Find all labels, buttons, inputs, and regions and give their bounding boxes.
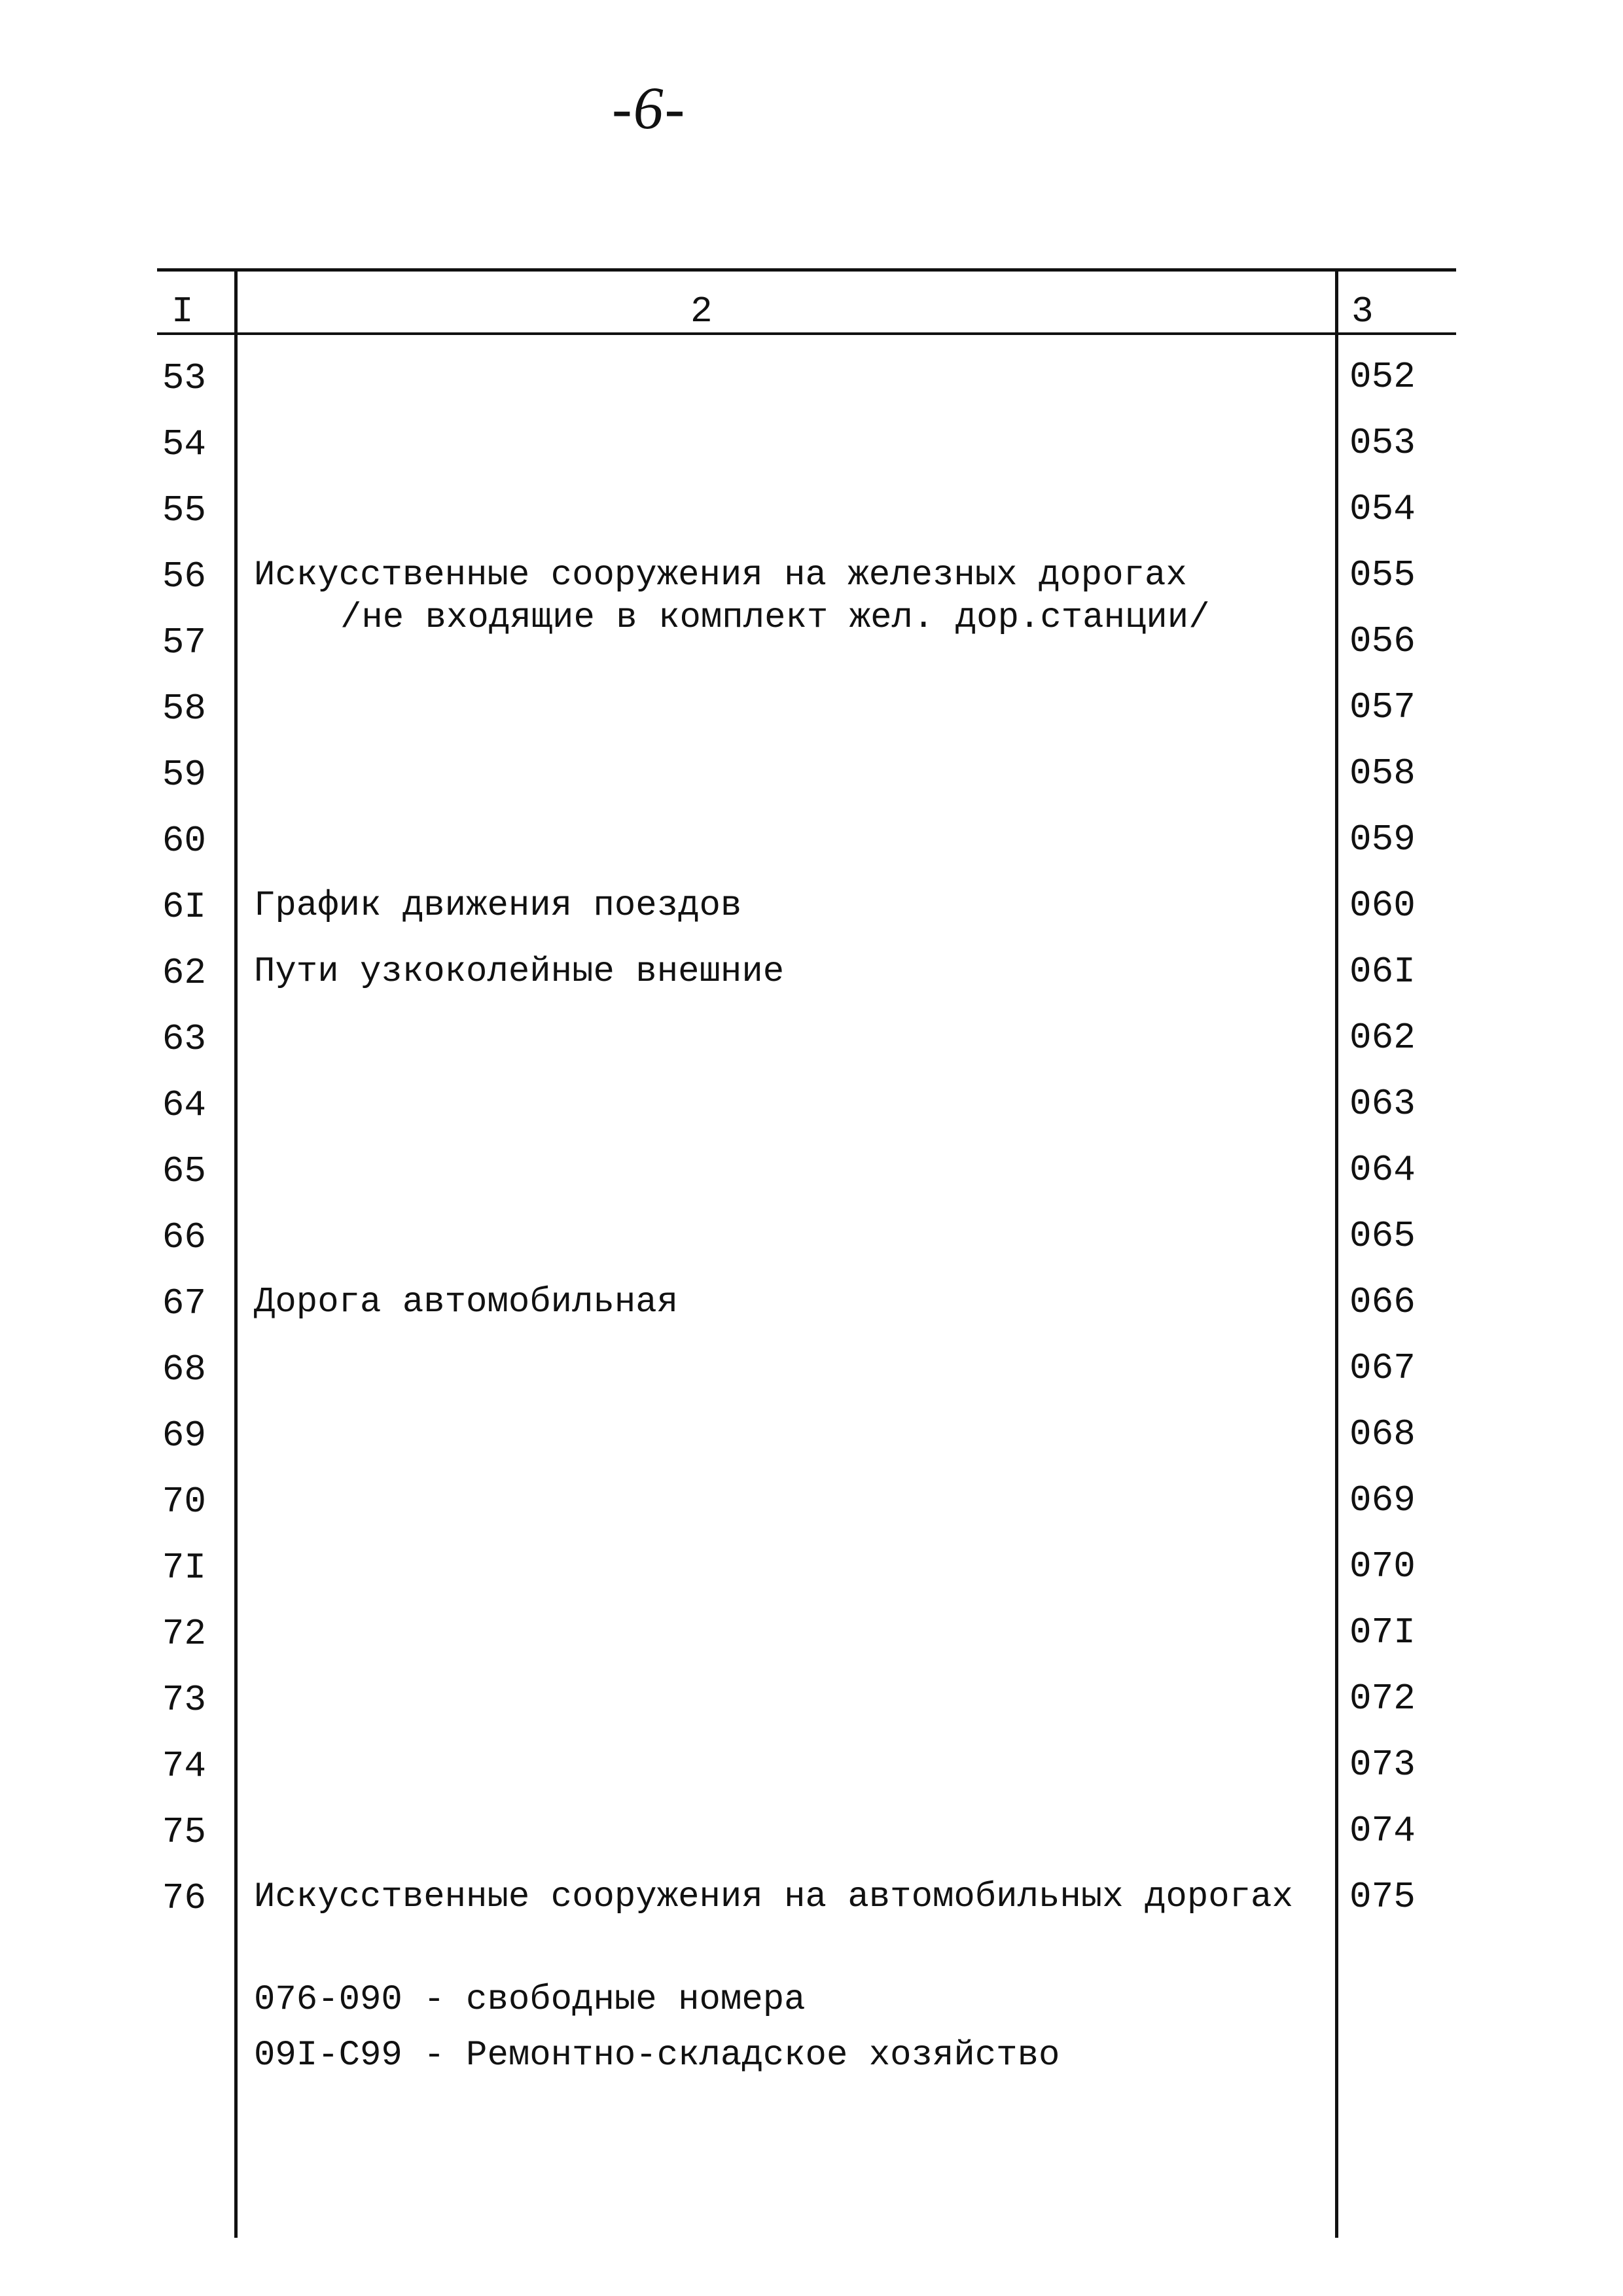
row-code: 073	[1349, 1744, 1416, 1786]
note-free-numbers: 076-090 - свободные номера	[254, 1980, 806, 2020]
row-code: 054	[1349, 488, 1416, 530]
row-description: Дорога автомобильная	[254, 1282, 679, 1322]
row-number: 59	[162, 754, 206, 796]
row-number: 68	[162, 1349, 206, 1390]
row-code: 060	[1349, 885, 1416, 927]
row-number: 75	[162, 1811, 206, 1853]
row-number: 70	[162, 1481, 206, 1523]
row-description: Пути узкоколейные внешние	[254, 952, 785, 992]
row-number: 64	[162, 1084, 206, 1126]
row-code: 070	[1349, 1545, 1416, 1587]
row-code: 055	[1349, 554, 1416, 596]
table-top-rule	[157, 268, 1456, 272]
row-code: 059	[1349, 819, 1416, 860]
row-code: 072	[1349, 1678, 1416, 1720]
row-code: 058	[1349, 752, 1416, 794]
row-code: 057	[1349, 686, 1416, 728]
row-number: 63	[162, 1018, 206, 1060]
row-number: 57	[162, 622, 206, 663]
row-code: 066	[1349, 1281, 1416, 1323]
row-description: Искусственные сооружения на автомобильных дорогах	[254, 1877, 1293, 1917]
column-divider-right	[1335, 270, 1338, 2238]
row-number: 60	[162, 820, 206, 862]
row-number: 65	[162, 1150, 206, 1192]
row-number: 6I	[162, 886, 206, 928]
row-number: 76	[162, 1877, 206, 1919]
row-number: 53	[162, 357, 206, 399]
header-col3: 3	[1351, 291, 1374, 332]
row-number: 55	[162, 489, 206, 531]
header-bottom-rule	[157, 332, 1456, 335]
row-number: 58	[162, 688, 206, 730]
row-code: 064	[1349, 1149, 1416, 1191]
row-code: 063	[1349, 1083, 1416, 1125]
column-divider-left	[234, 270, 238, 2238]
header-col2: 2	[690, 291, 713, 332]
note-repair-storage: 09I-С99 - Ремонтно-складское хозяйство	[254, 2036, 1060, 2075]
row-code: 07I	[1349, 1612, 1416, 1653]
row-number: 67	[162, 1282, 206, 1324]
row-code: 074	[1349, 1810, 1416, 1852]
row-number: 62	[162, 952, 206, 994]
row-number: 74	[162, 1745, 206, 1787]
row-number: 66	[162, 1216, 206, 1258]
row-number: 69	[162, 1415, 206, 1457]
row-number: 56	[162, 556, 206, 597]
row-code: 065	[1349, 1215, 1416, 1257]
page-number: -6-	[612, 75, 687, 141]
row-code: 052	[1349, 356, 1416, 398]
row-code: 06I	[1349, 951, 1416, 993]
row-code: 056	[1349, 620, 1416, 662]
row-number: 73	[162, 1679, 206, 1721]
header-col1: I	[171, 291, 194, 332]
row-description: График движения поездов	[254, 886, 742, 926]
row-code: 053	[1349, 422, 1416, 464]
row-description: Искусственные сооружения на железных дорогах	[254, 556, 1187, 595]
row-code: 069	[1349, 1479, 1416, 1521]
row-code: 068	[1349, 1413, 1416, 1455]
row-code: 062	[1349, 1017, 1416, 1059]
row-number: 7I	[162, 1547, 206, 1589]
row-number: 72	[162, 1613, 206, 1655]
row-description-continuation: /не входящие в комплект жел. дор.станции/	[340, 598, 1210, 638]
row-number: 54	[162, 423, 206, 465]
row-code: 075	[1349, 1876, 1416, 1918]
row-code: 067	[1349, 1347, 1416, 1389]
